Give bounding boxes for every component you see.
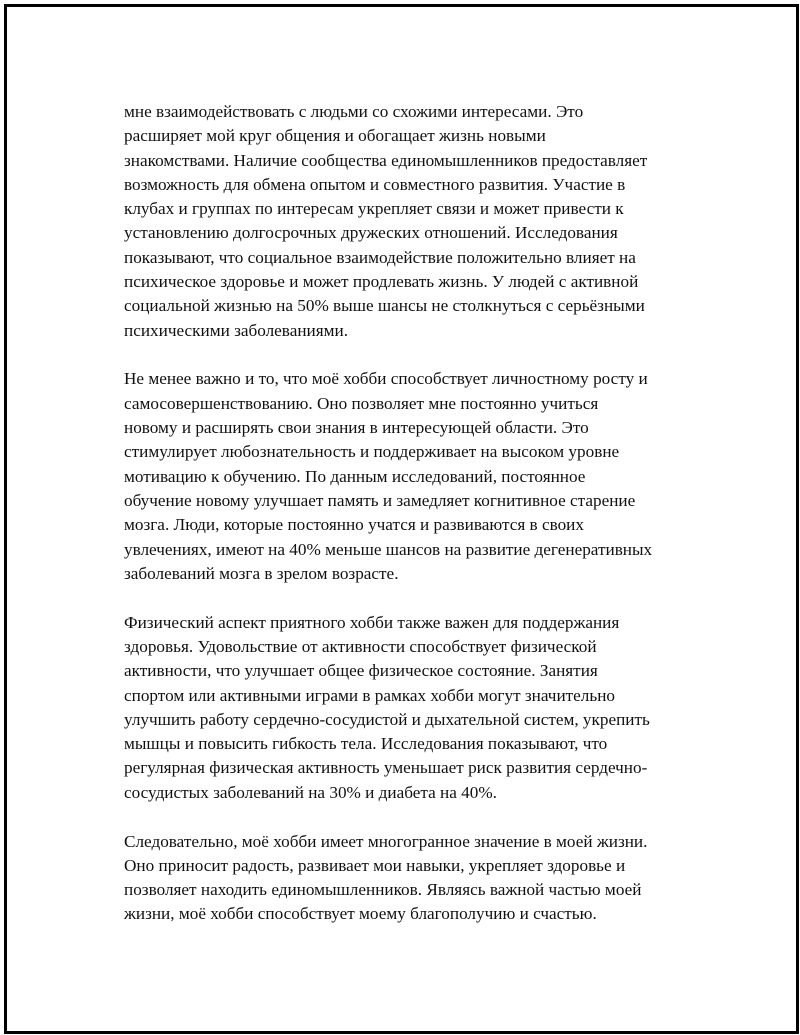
text-line: стимулирует любознательность и поддерживает на высоком уровне bbox=[124, 442, 620, 462]
text-line: заболеваний мозга в зрелом возрасте. bbox=[124, 563, 399, 583]
text-line: установлению долгосрочных дружеских отношений. Исследования bbox=[124, 223, 618, 243]
text-line: спортом или активными играми в рамках хобби могут значительно bbox=[124, 685, 615, 705]
text-line: социальной жизнью на 50% выше шансы не столкнуться с серьёзными bbox=[124, 296, 645, 316]
text-line: клубах и группах по интересам укрепляет связи и может привести к bbox=[124, 199, 624, 219]
text-line: психическое здоровье и может продлевать жизнь. У людей с активной bbox=[124, 272, 639, 292]
paragraph-personal-growth bbox=[124, 367, 699, 586]
text-line: мотивацию к обучению. По данным исследований, постоянное bbox=[124, 466, 586, 486]
text-line: показывают, что социальное взаимодействие положительно влияет на bbox=[124, 247, 636, 267]
text-line: мне взаимодействовать с людьми со схожими интересами. Это bbox=[124, 102, 584, 121]
text-line: Не менее важно и то, что моё хобби способствует личностному росту и bbox=[124, 369, 648, 389]
text-line: Физический аспект приятного хобби также важен для поддержания bbox=[124, 612, 620, 632]
text-line: самосовершенствованию. Оно позволяет мне постоянно учиться bbox=[124, 393, 599, 413]
text-line: улучшить работу сердечно-сосудистой и дыхательной систем, укрепить bbox=[124, 709, 650, 729]
text-line: Оно приносит радость, развивает мои навыки, укрепляет здоровье и bbox=[124, 855, 626, 875]
text-line: возможность для обмена опытом и совместного развития. Участие в bbox=[124, 174, 626, 194]
document-body bbox=[124, 100, 699, 951]
text-line: расширяет мой круг общения и обогащает жизнь новыми bbox=[124, 126, 546, 146]
text-line: Следовательно, моё хобби имеет многогранное значение в моей жизни. bbox=[124, 831, 648, 851]
page-frame bbox=[4, 4, 799, 1034]
paragraph-conclusion bbox=[124, 830, 699, 927]
text-line: мышцы и повысить гибкость тела. Исследования показывают, что bbox=[124, 734, 608, 754]
paragraph-physical bbox=[124, 611, 699, 805]
text-line: увлечениях, имеют на 40% меньше шансов на развитие дегенеративных bbox=[124, 539, 653, 559]
text-line: мозга. Люди, которые постоянно учатся и развиваются в своих bbox=[124, 515, 584, 535]
text-line: позволяет находить единомышленников. Являясь важной частью моей bbox=[124, 880, 642, 900]
text-line: знакомствами. Наличие сообщества единомышленников предоставляет bbox=[124, 150, 648, 170]
text-line: обучение новому улучшает память и замедляет когнитивное старение bbox=[124, 490, 636, 510]
paragraph-social bbox=[124, 100, 699, 343]
text-line: жизни, моё хобби способствует моему благополучию и счастью. bbox=[124, 904, 597, 924]
text-line: новому и расширять свои знания в интересующей области. Это bbox=[124, 418, 589, 438]
text-line: психическими заболеваниями. bbox=[124, 320, 348, 340]
text-line: здоровья. Удовольствие от активности способствует физической bbox=[124, 636, 597, 656]
text-line: сосудистых заболеваний на 30% и диабета на 40%. bbox=[124, 782, 497, 802]
text-line: активности, что улучшает общее физическое состояние. Занятия bbox=[124, 661, 598, 681]
text-line: регулярная физическая активность уменьшает риск развития сердечно- bbox=[124, 758, 648, 778]
